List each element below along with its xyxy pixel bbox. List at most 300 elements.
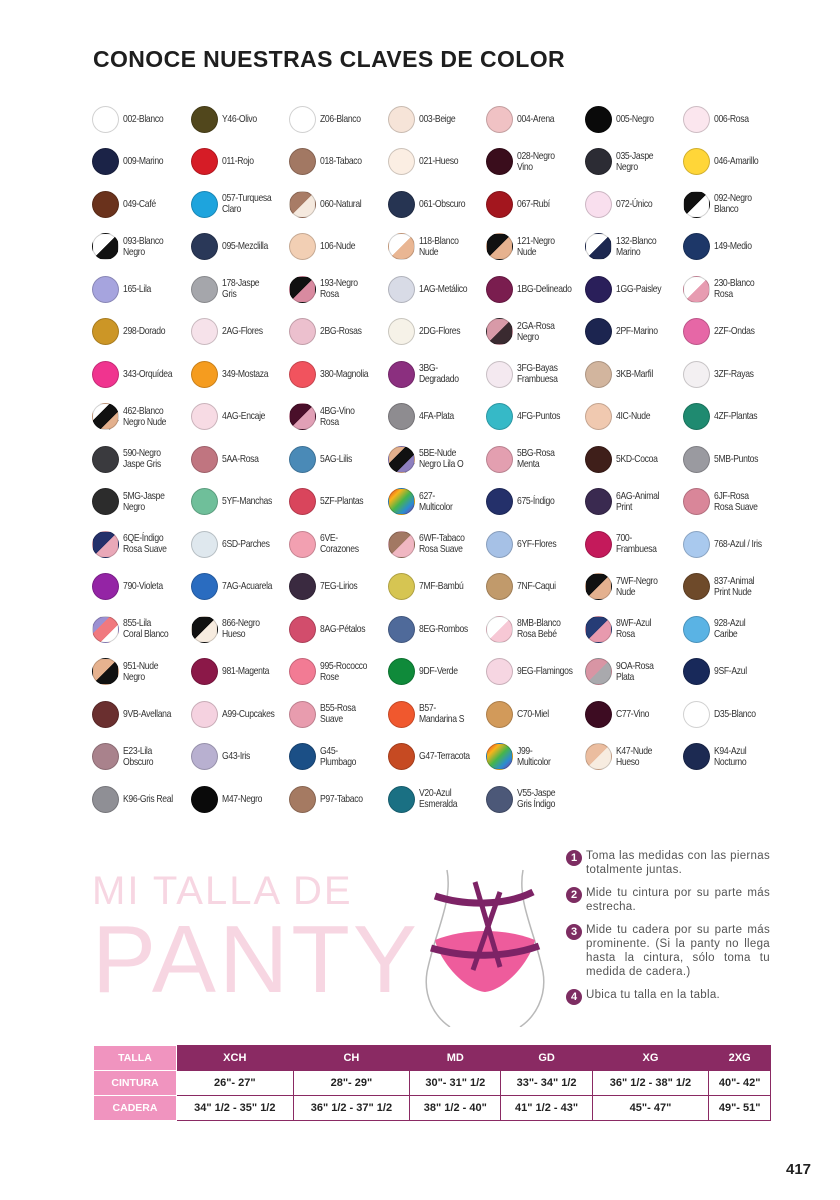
color-code-label: P97-Tabaco <box>320 792 363 805</box>
color-code-label: 380-Magnolia <box>320 367 369 380</box>
color-swatch <box>92 523 192 565</box>
color-dot-icon <box>388 531 415 558</box>
color-swatch <box>486 141 586 183</box>
color-swatch <box>486 778 586 820</box>
color-code-label: 5AG-Lilis <box>320 452 352 465</box>
color-swatch <box>486 98 586 140</box>
color-code-label: 298-Dorado <box>123 325 166 337</box>
color-swatch <box>289 98 389 140</box>
color-dot-icon <box>585 616 612 643</box>
color-swatch <box>683 268 783 310</box>
color-dot-icon <box>683 701 710 728</box>
color-swatch <box>289 353 389 395</box>
color-dot-icon <box>683 488 710 515</box>
color-dot-icon <box>92 191 119 218</box>
color-dot-icon <box>92 361 119 388</box>
color-code-label: 951-Nude Negro <box>123 659 159 683</box>
color-code-label: 8EG-Rombos <box>418 622 468 635</box>
color-code-label: 7NF-Caqui <box>517 580 556 592</box>
table-header-cell: TALLA <box>94 1046 177 1071</box>
color-code-label: 4FA-Plata <box>418 410 454 422</box>
color-code-label: 060-Natural <box>320 197 362 210</box>
color-dot-icon <box>486 233 513 260</box>
color-swatch <box>92 693 192 735</box>
color-swatch <box>388 353 488 395</box>
color-swatch <box>486 481 586 523</box>
color-code-label: 3FG-Bayas Frambuesa <box>517 362 558 385</box>
color-code-label: 011-Rojo <box>221 155 254 167</box>
step-item <box>566 849 770 877</box>
color-swatch <box>191 226 291 268</box>
color-code-label: 003-Beige <box>418 112 455 125</box>
color-swatch <box>388 98 488 140</box>
color-code-label: 6YF-Flores <box>517 537 557 550</box>
color-dot-icon <box>486 743 513 770</box>
color-code-label: Z06-Blanco <box>320 112 361 125</box>
color-code-label: 343-Orquídea <box>123 367 173 380</box>
color-dot-icon <box>585 233 612 260</box>
color-code-label: M47-Negro <box>221 792 262 805</box>
color-dot-icon <box>92 488 119 515</box>
color-code-label: 7AG-Acuarela <box>221 580 272 592</box>
color-dot-icon <box>585 106 612 133</box>
color-code-label: 093-Blanco Negro <box>123 234 164 258</box>
color-code-label: V20-Azul Esmeralda <box>418 787 457 810</box>
color-swatch <box>683 98 783 140</box>
color-swatch <box>92 268 192 310</box>
color-code-label: 2GA-Rosa Negro <box>517 319 555 343</box>
color-swatch <box>683 183 783 225</box>
color-dot-icon <box>585 446 612 473</box>
color-code-label: 7MF-Bambú <box>418 580 463 592</box>
color-dot-icon <box>683 106 710 133</box>
color-code-label: 6WF-Tabaco Rosa Suave <box>418 532 465 555</box>
color-swatch <box>289 438 389 480</box>
color-code-label: 1BG-Delineado <box>517 282 572 295</box>
color-swatch <box>585 311 685 353</box>
color-dot-icon <box>388 106 415 133</box>
color-dot-icon <box>289 106 316 133</box>
color-code-label: 021-Hueso <box>418 155 458 167</box>
color-code-label: 2BG-Rosas <box>320 325 362 337</box>
color-dot-icon <box>683 531 710 558</box>
table-cell: 36" 1/2 - 37" 1/2 <box>293 1096 410 1121</box>
color-swatch <box>92 183 192 225</box>
table-cell: 30"- 31" 1/2 <box>410 1071 501 1096</box>
step-item <box>566 988 770 1005</box>
table-header-cell: 2XG <box>709 1046 771 1071</box>
color-code-label: 7EG-Lirios <box>320 580 358 592</box>
color-code-label: 5KD-Cocoa <box>615 452 658 465</box>
color-dot-icon <box>585 531 612 558</box>
panty-size-heading <box>92 869 420 1013</box>
color-dot-icon <box>683 233 710 260</box>
color-swatch <box>289 226 389 268</box>
color-swatch <box>191 353 291 395</box>
table-cell: 28"- 29" <box>293 1071 410 1096</box>
color-dot-icon <box>289 743 316 770</box>
color-dot-icon <box>388 616 415 643</box>
color-dot-icon <box>92 616 119 643</box>
color-dot-icon <box>92 786 119 813</box>
color-swatch <box>92 353 192 395</box>
color-swatch <box>585 651 685 693</box>
color-swatch <box>92 736 192 778</box>
color-code-label: 2DG-Flores <box>418 325 460 337</box>
color-code-label: 092-Negro Blanco <box>714 192 752 215</box>
table-cell: 33"- 34" 1/2 <box>501 1071 592 1096</box>
color-swatch <box>92 396 192 438</box>
color-code-label: K96-Gris Real <box>123 792 173 805</box>
row-label: CADERA <box>94 1096 177 1121</box>
color-dot-icon <box>92 403 119 430</box>
color-dot-icon <box>585 403 612 430</box>
color-swatch <box>388 566 488 608</box>
color-code-label: 6VE- Corazones <box>320 532 359 555</box>
color-swatch <box>191 98 291 140</box>
color-code-label: 9EG-Flamingos <box>517 665 573 677</box>
color-swatch <box>191 183 291 225</box>
color-dot-icon <box>191 403 218 430</box>
color-swatch <box>683 141 783 183</box>
color-swatch <box>683 651 783 693</box>
color-dot-icon <box>486 658 513 685</box>
color-dot-icon <box>289 233 316 260</box>
color-code-label: 2AG-Flores <box>221 325 263 337</box>
row-label: CINTURA <box>94 1071 177 1096</box>
color-code-label: 995-Rococco Rose <box>320 659 368 683</box>
color-swatch <box>289 778 389 820</box>
color-code-label: 072-Único <box>615 197 652 210</box>
color-swatch <box>683 736 783 778</box>
color-swatch <box>388 651 488 693</box>
color-code-label: 349-Mostaza <box>221 367 268 380</box>
color-swatch <box>683 226 783 268</box>
table-header-cell: CH <box>293 1046 410 1071</box>
color-code-label: 028-Negro Vino <box>517 149 555 173</box>
color-code-label: 121-Negro Nude <box>517 234 555 258</box>
color-code-label: 132-Blanco Marino <box>615 234 656 258</box>
color-code-label: 8MB-Blanco Rosa Bebé <box>517 617 561 640</box>
color-code-label: 8AG-Pétalos <box>320 622 366 635</box>
color-swatch <box>585 183 685 225</box>
color-dot-icon <box>289 276 316 303</box>
color-code-label: 2ZF-Ondas <box>714 325 755 337</box>
color-swatch <box>683 438 783 480</box>
step-item <box>566 923 770 979</box>
color-code-label: 6JF-Rosa Rosa Suave <box>714 489 758 513</box>
color-dot-icon <box>683 573 710 600</box>
color-swatch <box>585 736 685 778</box>
color-swatch <box>92 651 192 693</box>
color-code-label: 768-Azul / Iris <box>714 537 762 550</box>
color-swatch <box>388 226 488 268</box>
color-swatch <box>92 226 192 268</box>
color-swatch <box>683 481 783 523</box>
color-code-label: D35-Blanco <box>714 707 756 720</box>
color-swatch <box>486 651 586 693</box>
table-header-row <box>94 1046 771 1071</box>
color-dot-icon <box>289 616 316 643</box>
color-code-label: 149-Medio <box>714 240 752 252</box>
color-swatch <box>289 396 389 438</box>
color-code-label: 002-Blanco <box>123 112 164 125</box>
color-swatch <box>92 141 192 183</box>
color-dot-icon <box>486 361 513 388</box>
color-swatch <box>683 311 783 353</box>
color-code-label: 035-Jaspe Negro <box>615 149 653 173</box>
color-dot-icon <box>388 233 415 260</box>
color-code-label: 3ZF-Rayas <box>714 367 754 380</box>
color-swatch <box>289 481 389 523</box>
color-code-label: 018-Tabaco <box>320 155 362 167</box>
table-row <box>94 1071 771 1096</box>
color-dot-icon <box>683 148 710 175</box>
color-dot-icon <box>388 743 415 770</box>
color-swatch <box>486 566 586 608</box>
color-dot-icon <box>289 786 316 813</box>
color-swatch <box>191 438 291 480</box>
table-row <box>94 1096 771 1121</box>
color-code-label: 5YF-Manchas <box>221 495 272 507</box>
color-dot-icon <box>388 786 415 813</box>
color-swatch <box>289 651 389 693</box>
color-code-label: C77-Vino <box>615 707 649 720</box>
color-code-label: 5BE-Nude Negro Lila O <box>418 447 463 470</box>
color-dot-icon <box>92 276 119 303</box>
color-swatch <box>289 736 389 778</box>
color-swatch <box>191 693 291 735</box>
color-code-label: 004-Arena <box>517 112 555 125</box>
color-swatch <box>388 268 488 310</box>
color-swatch <box>92 481 192 523</box>
color-swatch <box>92 608 192 650</box>
color-code-label: 9VB-Avellana <box>123 707 172 720</box>
color-dot-icon <box>486 786 513 813</box>
color-swatch <box>191 651 291 693</box>
color-code-label: 6AG-Animal Print <box>615 489 659 513</box>
color-dot-icon <box>388 488 415 515</box>
color-dot-icon <box>585 361 612 388</box>
color-code-label: 5AA-Rosa <box>221 452 259 465</box>
color-swatch <box>683 693 783 735</box>
table-cell: 26"- 27" <box>177 1071 294 1096</box>
color-swatch <box>486 268 586 310</box>
color-dot-icon <box>486 531 513 558</box>
color-dot-icon <box>289 573 316 600</box>
color-swatch <box>191 396 291 438</box>
table-header-cell: XG <box>592 1046 709 1071</box>
color-dot-icon <box>92 573 119 600</box>
color-swatch <box>92 311 192 353</box>
color-code-label: G47-Terracota <box>418 750 470 762</box>
color-swatch <box>486 523 586 565</box>
color-code-label: 627- Multicolor <box>418 489 453 513</box>
color-code-label: 9OA-Rosa Plata <box>615 659 654 683</box>
color-code-label: 193-Negro Rosa <box>320 277 358 300</box>
color-dot-icon <box>289 318 316 345</box>
color-dot-icon <box>191 743 218 770</box>
color-dot-icon <box>289 191 316 218</box>
color-dot-icon <box>486 191 513 218</box>
color-code-label: 165-Lila <box>123 282 152 295</box>
color-swatch <box>486 396 586 438</box>
color-dot-icon <box>191 701 218 728</box>
color-swatch <box>585 481 685 523</box>
panty-title-line2: PANTY <box>92 906 420 1013</box>
color-dot-icon <box>585 701 612 728</box>
color-dot-icon <box>289 701 316 728</box>
color-dot-icon <box>683 446 710 473</box>
color-dot-icon <box>191 531 218 558</box>
table-cell: 38" 1/2 - 40" <box>410 1096 501 1121</box>
color-dot-icon <box>683 361 710 388</box>
color-swatch <box>388 396 488 438</box>
color-code-label: G45- Plumbago <box>320 744 357 768</box>
color-dot-icon <box>289 403 316 430</box>
color-code-label: 057-Turquesa Claro <box>221 192 271 215</box>
color-dot-icon <box>486 446 513 473</box>
color-swatch <box>585 693 685 735</box>
color-code-label: 005-Negro <box>615 112 654 125</box>
color-dot-icon <box>92 743 119 770</box>
color-code-label: B55-Rosa Suave <box>320 702 356 725</box>
step-text: Ubica tu talla en la tabla. <box>586 989 721 1001</box>
color-code-label: K47-Nude Hueso <box>615 744 652 768</box>
color-code-label: 855-Lila Coral Blanco <box>123 617 169 640</box>
color-swatch <box>92 438 192 480</box>
color-code-label: 675-Índigo <box>517 495 555 507</box>
color-code-label: J99- Multicolor <box>517 744 551 768</box>
color-code-label: 7WF-Negro Nude <box>615 574 658 598</box>
color-swatch <box>289 268 389 310</box>
color-dot-icon <box>191 148 218 175</box>
color-dot-icon <box>289 531 316 558</box>
color-dot-icon <box>585 148 612 175</box>
color-dot-icon <box>486 318 513 345</box>
color-dot-icon <box>388 148 415 175</box>
color-code-label: 1GG-Paisley <box>615 282 661 295</box>
color-swatch <box>191 778 291 820</box>
color-swatch <box>683 566 783 608</box>
color-swatch <box>486 353 586 395</box>
color-code-label: 230-Blanco Rosa <box>714 277 755 300</box>
table-cell: 41" 1/2 - 43" <box>501 1096 592 1121</box>
color-code-label: V55-Jaspe Gris Índigo <box>517 787 556 810</box>
color-code-label: 1AG-Metálico <box>418 282 467 295</box>
color-dot-icon <box>388 318 415 345</box>
color-code-label: 5MG-Jaspe Negro <box>123 489 165 513</box>
color-dot-icon <box>585 573 612 600</box>
color-dot-icon <box>92 446 119 473</box>
color-code-label: 5ZF-Plantas <box>320 495 364 507</box>
color-swatch <box>486 183 586 225</box>
color-dot-icon <box>388 403 415 430</box>
color-dot-icon <box>191 106 218 133</box>
color-swatch <box>388 438 488 480</box>
step-number: 3 <box>566 924 582 940</box>
color-dot-icon <box>683 403 710 430</box>
color-dot-icon <box>388 276 415 303</box>
color-dot-icon <box>92 658 119 685</box>
color-code-label: 178-Jaspe Gris <box>221 277 259 300</box>
color-swatch <box>191 141 291 183</box>
color-dot-icon <box>191 191 218 218</box>
measurement-steps <box>566 849 770 1014</box>
color-swatch <box>683 608 783 650</box>
color-swatch <box>191 523 291 565</box>
color-swatch <box>486 693 586 735</box>
color-code-label: 4IC-Nude <box>615 410 650 422</box>
color-code-label: 061-Obscuro <box>418 197 465 210</box>
color-code-label: 590-Negro Jaspe Gris <box>123 447 161 470</box>
color-dot-icon <box>683 616 710 643</box>
color-code-label: 118-Blanco Nude <box>418 234 459 258</box>
step-text: Mide tu cintura por su parte más estrecha. <box>586 887 770 913</box>
color-code-label: 046-Amarillo <box>714 155 759 167</box>
color-swatch <box>388 481 488 523</box>
color-dot-icon <box>683 658 710 685</box>
color-dot-icon <box>191 488 218 515</box>
color-dot-icon <box>289 361 316 388</box>
color-swatch <box>191 736 291 778</box>
color-swatch <box>289 608 389 650</box>
color-dot-icon <box>289 658 316 685</box>
step-text: Toma las medidas con las piernas totalmente juntas. <box>586 850 770 876</box>
color-swatch <box>486 311 586 353</box>
color-dot-icon <box>388 701 415 728</box>
color-code-label: Y46-Olivo <box>221 112 257 125</box>
color-code-label: E23-Lila Obscuro <box>123 744 154 768</box>
color-swatch <box>388 141 488 183</box>
color-code-label: A99-Cupcakes <box>221 707 275 720</box>
color-dot-icon <box>92 148 119 175</box>
table-header-cell: XCH <box>177 1046 294 1071</box>
hips-measure-icon <box>405 862 565 1027</box>
color-dot-icon <box>486 701 513 728</box>
color-code-label: 4BG-Vino Rosa <box>320 404 355 428</box>
color-dot-icon <box>486 276 513 303</box>
color-dot-icon <box>486 403 513 430</box>
color-dot-icon <box>486 573 513 600</box>
color-swatch <box>585 98 685 140</box>
color-dot-icon <box>388 361 415 388</box>
color-dot-icon <box>92 106 119 133</box>
color-code-label: 6QE-Índigo Rosa Suave <box>123 532 167 555</box>
color-swatch <box>585 566 685 608</box>
color-swatch <box>683 396 783 438</box>
color-swatch <box>683 523 783 565</box>
color-swatch <box>92 98 192 140</box>
color-swatch <box>585 353 685 395</box>
color-code-label: 4ZF-Plantas <box>714 410 758 422</box>
step-number: 2 <box>566 887 582 903</box>
color-dot-icon <box>388 573 415 600</box>
color-code-label: 9SF-Azul <box>714 665 747 677</box>
color-code-label: 5MB-Puntos <box>714 452 759 465</box>
color-code-label: 928-Azul Caribe <box>714 617 746 640</box>
color-swatch <box>585 523 685 565</box>
color-swatch <box>388 523 488 565</box>
color-swatch <box>486 736 586 778</box>
color-swatch <box>585 141 685 183</box>
color-swatch <box>388 608 488 650</box>
color-dot-icon <box>289 446 316 473</box>
color-dot-icon <box>585 658 612 685</box>
color-dot-icon <box>585 488 612 515</box>
color-code-label: 5BG-Rosa Menta <box>517 447 555 470</box>
color-dot-icon <box>191 786 218 813</box>
